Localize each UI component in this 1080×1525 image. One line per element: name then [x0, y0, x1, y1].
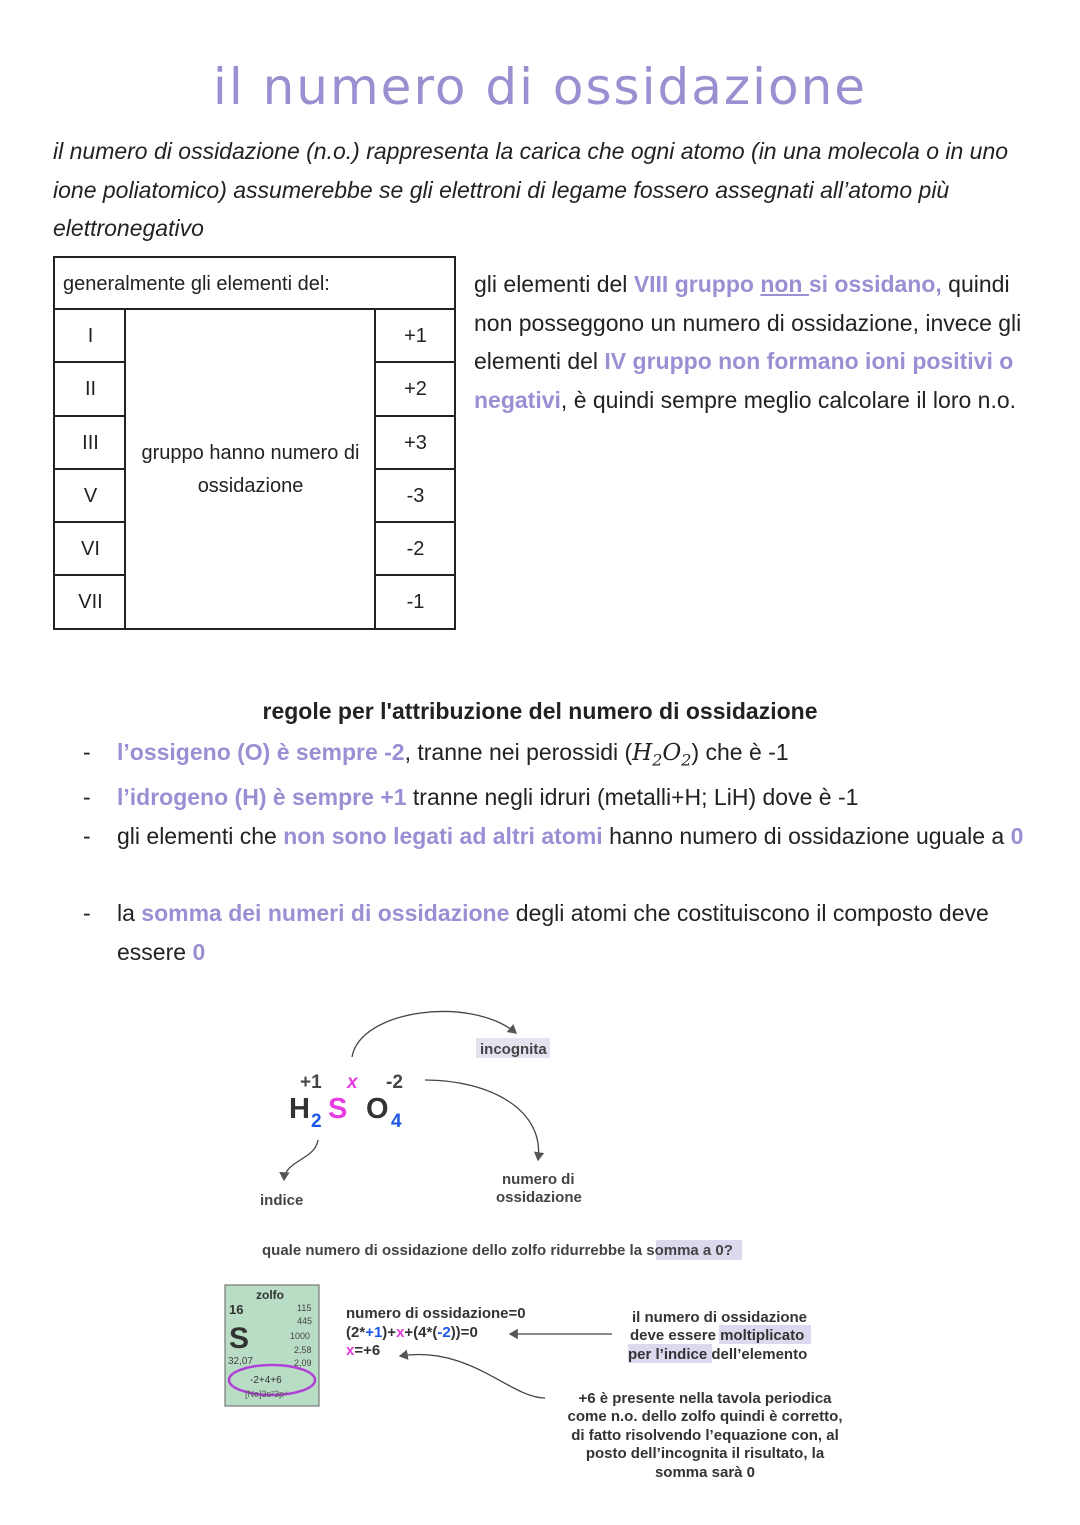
pt-v1: 115 [297, 1303, 312, 1313]
pt-ox: -2+4+6 [250, 1375, 282, 1386]
group-cell: V [55, 470, 126, 523]
index-o: 4 [391, 1111, 402, 1132]
side-paragraph: gli elementi del VIII gruppo non si ossidano, quindi non posseggono un numero di ossidazione, invece gli elementi del IV gruppo non formano ioni positivi o negativi, è quindi sempre meglio calcolare il loro n.o. [474, 271, 1022, 413]
rule-sum-zero: la somma dei numeri di ossidazione degli atomi che costituiscono il composto deve essere 0 [117, 900, 989, 965]
arrow-indice [284, 1140, 318, 1180]
rule-bullet: - [83, 739, 91, 765]
value-cell: -2 [375, 523, 456, 576]
eq-line1: numero di ossidazione=0 [346, 1305, 526, 1322]
pt-v2: 445 [297, 1316, 313, 1326]
element-o: O [366, 1093, 389, 1125]
ox-o: -2 [386, 1072, 403, 1093]
note1-line2: deve essere moltiplicato [630, 1327, 805, 1344]
numero-label-1: numero di [502, 1171, 575, 1188]
group-cell: I [55, 310, 126, 363]
index-h: 2 [311, 1111, 322, 1132]
note1-line1: il numero di ossidazione [632, 1309, 808, 1326]
intro-paragraph: il numero di ossidazione (n.o.) rappresenta la carica che ogni atomo (in una molecola o in uno ione poliatomico) assumerebbe se gli elettroni di legame fossero assegnati all’atomo più elettronegativo [53, 138, 1009, 241]
rule-free-elements: gli elementi che non sono legati ad altri atomi hanno numero di ossidazione uguale a 0 [117, 823, 1024, 849]
note2-line: +6 è presente nella tavola periodica [578, 1390, 832, 1407]
value-cell: +3 [375, 417, 456, 470]
pt-mass: 32,07 [228, 1356, 254, 1367]
page-title: il numero di ossidazione [212, 58, 868, 116]
note1-line3: per l’indice dell’elemento [628, 1346, 808, 1363]
indice-label: indice [260, 1192, 304, 1209]
element-h: H [289, 1093, 310, 1125]
note2-line: posto dell’incognita il risultato, la [585, 1445, 825, 1462]
group-cell: III [55, 417, 126, 470]
rule-oxygen: l’ossigeno (O) è sempre -2, tranne nei perossidi $(H_2O_2)$ che è -1 [117, 739, 789, 770]
value-cell: -3 [375, 470, 456, 523]
rule-hydrogen: l’idrogeno (H) è sempre +1 tranne negli idruri (metalli+H; LiH) dove è -1 [117, 784, 859, 810]
element-s: S [328, 1093, 348, 1125]
rule-bullet: - [83, 784, 91, 810]
note2-line: somma sarà 0 [654, 1464, 756, 1481]
arrow-numero [425, 1080, 539, 1160]
note2-line: di fatto risolvendo l’equazione con, al [571, 1427, 839, 1444]
pt-v4: 2,58 [294, 1345, 312, 1355]
pt-v5: 2,09 [294, 1358, 312, 1368]
incognita-label: incognita [480, 1041, 547, 1058]
ox-s: x [347, 1072, 358, 1093]
rule-bullet: - [83, 900, 91, 926]
pt-name: zolfo [256, 1288, 284, 1302]
value-cell: +2 [375, 363, 456, 416]
group-cell: VII [78, 591, 103, 614]
value-cell: -1 [406, 591, 425, 614]
ox-h: +1 [300, 1072, 322, 1093]
group-cell: II [55, 363, 126, 416]
question: quale numero di ossidazione dello zolfo ridurrebbe la somma a 0? [262, 1242, 733, 1259]
pt-number: 16 [229, 1302, 244, 1317]
note2-line: come n.o. dello zolfo quindi è corretto, [567, 1408, 843, 1425]
eq-line3: x=+6 [346, 1342, 381, 1359]
value-cell: +1 [375, 310, 456, 363]
rules-heading: regole per l'attribuzione del numero di ossidazione [262, 698, 818, 724]
table-middle-text: gruppo hanno numero di ossidazione [141, 442, 360, 497]
pt-symbol: S [229, 1322, 250, 1355]
arrow-note2 [400, 1354, 545, 1398]
eq-line2: (2*+1)+x+(4*(-2))=0 [346, 1324, 478, 1341]
pt-config: [Ne]3s²3p⁴ [245, 1389, 288, 1399]
rule-bullet: - [83, 823, 91, 849]
group-cell: VI [55, 523, 126, 576]
table-header: generalmente gli elementi del: [55, 258, 454, 310]
pt-v3: 1000 [290, 1331, 311, 1341]
numero-label-2: ossidazione [496, 1189, 582, 1206]
